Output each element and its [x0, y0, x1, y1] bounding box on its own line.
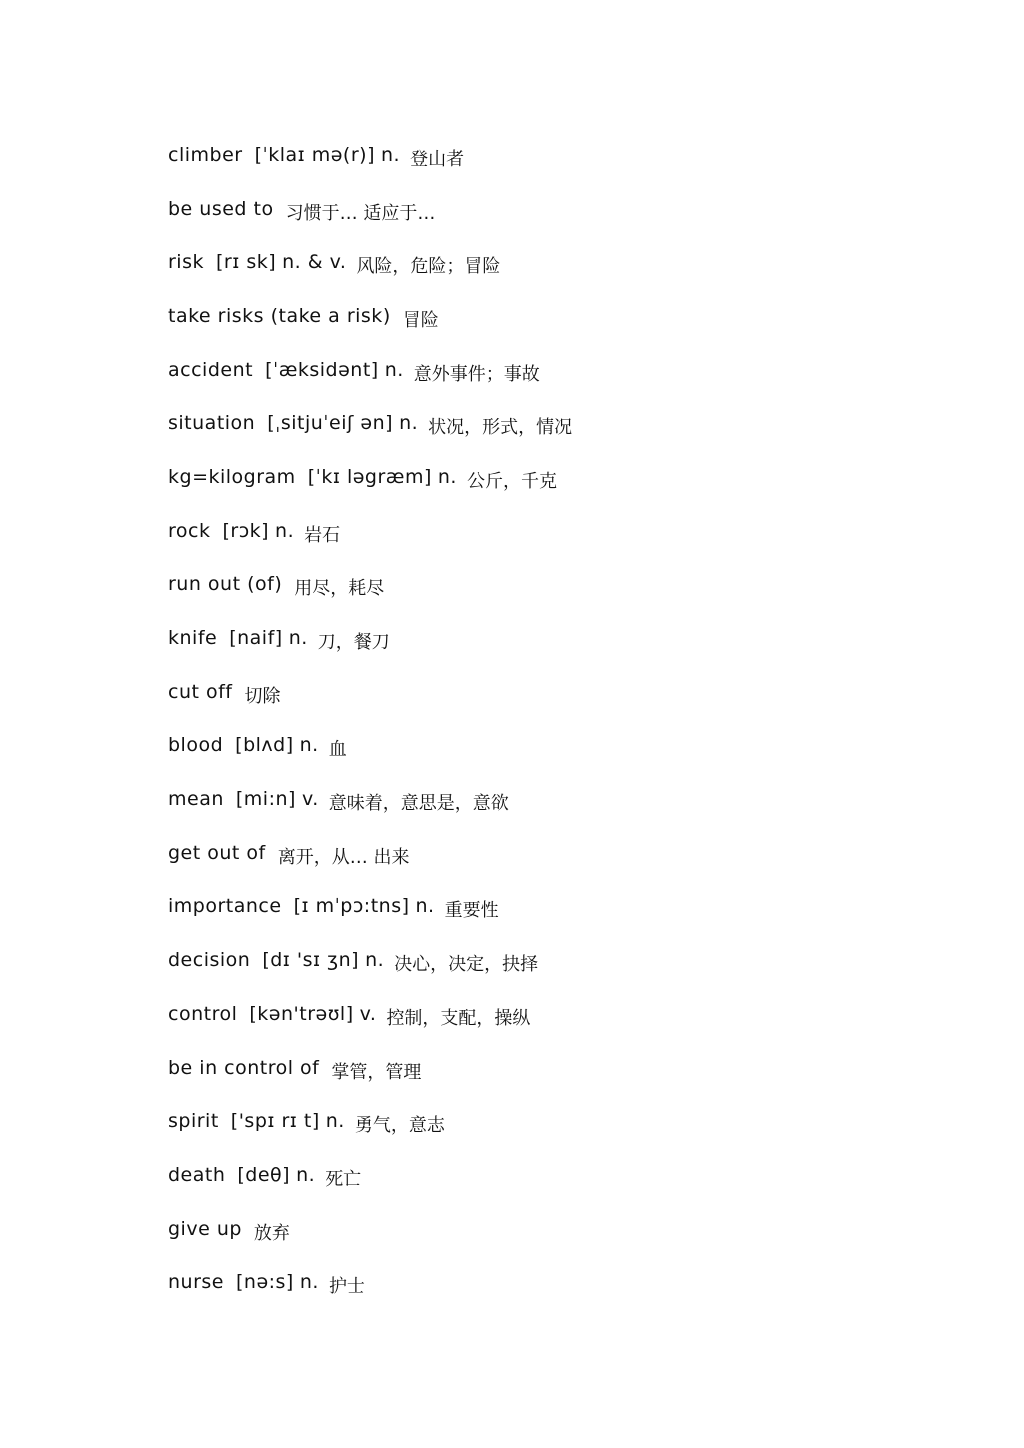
vocab-entry: [168, 1148, 988, 1202]
entry-part-of-speech: n.: [384, 358, 404, 381]
entry-part-of-speech: n.: [381, 143, 401, 166]
entry-word: knife: [168, 627, 218, 650]
entry-word: importance: [168, 895, 282, 918]
vocab-entry: [168, 504, 988, 558]
entry-word: be used to: [168, 197, 274, 220]
entry-part-of-speech: n.: [299, 1271, 319, 1294]
entry-definition: 掌管，管理: [331, 1061, 422, 1083]
vocabulary-list: [168, 128, 988, 1309]
entry-word: give up: [168, 1217, 242, 1240]
entry-phonetic: [naif]: [229, 627, 283, 650]
entry-definition: 意味着，意思是，意欲: [328, 793, 509, 815]
vocab-entry: [168, 772, 988, 826]
vocab-entry: [168, 182, 988, 236]
vocab-entry: [168, 826, 988, 880]
entry-definition: 用尽，耗尽: [294, 578, 385, 600]
entry-part-of-speech: n.: [325, 1110, 345, 1133]
vocab-entry: [168, 235, 988, 289]
entry-word: climber: [168, 143, 243, 166]
vocab-entry: [168, 343, 988, 397]
entry-word: rock: [168, 519, 211, 542]
entry-definition: 血: [328, 739, 347, 761]
entry-phonetic: [blʌd]: [235, 734, 294, 757]
vocab-entry: [168, 1094, 988, 1148]
entry-definition: 公斤，千克: [466, 470, 557, 492]
entry-definition: 离开，从… 出来: [277, 846, 410, 868]
entry-part-of-speech: v.: [301, 788, 319, 811]
entry-part-of-speech: n.: [437, 465, 457, 488]
vocab-entry: [168, 128, 988, 182]
entry-word: nurse: [168, 1271, 224, 1294]
entry-phonetic: [nə:s]: [235, 1271, 294, 1294]
entry-phonetic: ['spɪ rɪ t]: [230, 1110, 320, 1133]
entry-definition: 状况，形式，情况: [428, 417, 573, 439]
entry-part-of-speech: n. & v.: [282, 251, 347, 274]
entry-part-of-speech: n.: [365, 949, 385, 972]
entry-part-of-speech: n.: [415, 895, 435, 918]
vocab-entry: [168, 719, 988, 773]
vocab-entry: [168, 933, 988, 987]
vocab-entry: [168, 396, 988, 450]
vocab-entry: [168, 289, 988, 343]
vocab-entry: [168, 450, 988, 504]
entry-definition: 登山者: [410, 148, 465, 170]
entry-phonetic: [kən'trəʊl]: [249, 1002, 354, 1025]
entry-part-of-speech: n.: [288, 627, 308, 650]
entry-definition: 死亡: [325, 1168, 362, 1190]
entry-word: run out (of): [168, 573, 283, 596]
entry-part-of-speech: n.: [275, 519, 295, 542]
entry-word: mean: [168, 788, 224, 811]
entry-word: situation: [168, 412, 256, 435]
vocab-entry: [168, 558, 988, 612]
entry-word: blood: [168, 734, 224, 757]
entry-word: take risks (take a risk): [168, 304, 391, 327]
entry-phonetic: [rɪ sk]: [216, 251, 277, 274]
entry-definition: 冒险: [402, 309, 439, 331]
entry-word: kg=kilogram: [168, 465, 296, 488]
entry-definition: 控制，支配，操纵: [386, 1007, 531, 1029]
entry-definition: 意外事件；事故: [413, 363, 540, 385]
entry-word: spirit: [168, 1110, 219, 1133]
entry-phonetic: [rɔk]: [222, 519, 270, 542]
entry-definition: 刀，餐刀: [317, 632, 390, 654]
entry-word: control: [168, 1002, 238, 1025]
entry-phonetic: [ˈkɪ ləgræm]: [307, 465, 432, 488]
vocab-entry: [168, 1255, 988, 1309]
entry-definition: 风险，危险；冒险: [356, 256, 501, 278]
vocab-entry: [168, 611, 988, 665]
entry-phonetic: [ˌsitjuˈeiʃ ən]: [267, 412, 394, 435]
vocab-entry: [168, 987, 988, 1041]
entry-part-of-speech: n.: [299, 734, 319, 757]
entry-word: death: [168, 1163, 226, 1186]
entry-definition: 岩石: [304, 524, 341, 546]
vocab-entry: [168, 1202, 988, 1256]
entry-phonetic: [ɪ mˈpɔ:tns]: [293, 895, 410, 918]
entry-part-of-speech: n.: [399, 412, 419, 435]
entry-word: get out of: [168, 841, 266, 864]
vocab-entry: [168, 880, 988, 934]
entry-word: decision: [168, 949, 251, 972]
entry-phonetic: [mi:n]: [235, 788, 296, 811]
entry-word: accident: [168, 358, 254, 381]
entry-phonetic: [dɪ 'sɪ ʒn]: [262, 949, 360, 972]
entry-part-of-speech: n.: [296, 1163, 316, 1186]
entry-definition: 习惯于… 适应于…: [285, 202, 436, 224]
entry-phonetic: [deθ]: [237, 1163, 291, 1186]
entry-phonetic: [ˈæksidənt]: [265, 358, 379, 381]
vocab-entry: [168, 665, 988, 719]
entry-part-of-speech: v.: [359, 1002, 377, 1025]
entry-word: risk: [168, 251, 204, 274]
vocab-entry: [168, 1041, 988, 1095]
entry-definition: 切除: [244, 685, 281, 707]
entry-word: cut off: [168, 680, 233, 703]
entry-definition: 护士: [328, 1276, 365, 1298]
entry-definition: 决心，决定，抉择: [394, 954, 539, 976]
entry-definition: 勇气，意志: [354, 1115, 445, 1137]
entry-definition: 放弃: [253, 1222, 290, 1244]
entry-word: be in control of: [168, 1056, 320, 1079]
entry-definition: 重要性: [444, 900, 499, 922]
entry-phonetic: [ˈklaɪ mə(r)]: [254, 143, 375, 166]
